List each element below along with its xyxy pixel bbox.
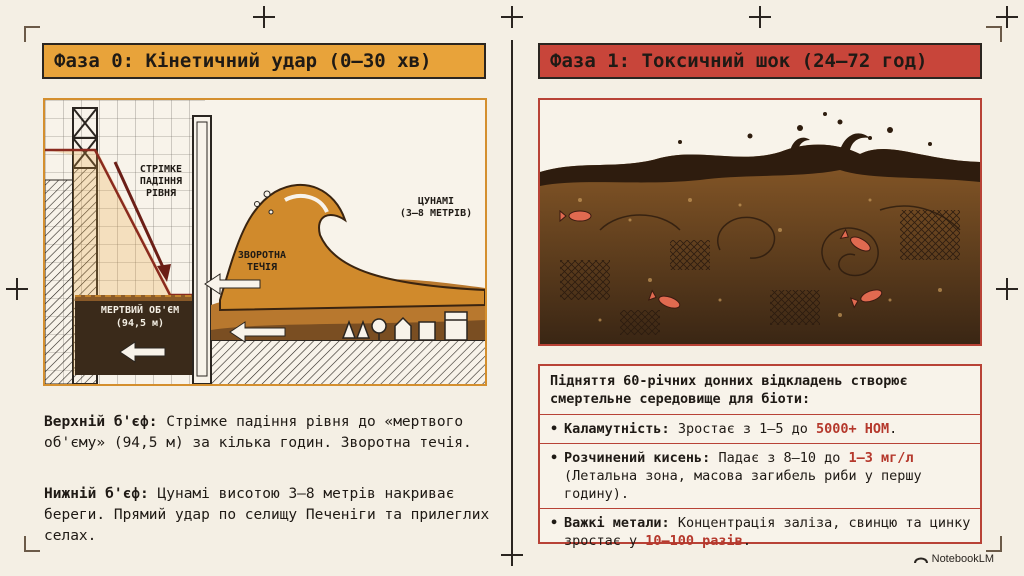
crop-mark (501, 6, 523, 28)
info-row-oxygen (540, 444, 980, 509)
oxygen-tail: (Летальна зона, масова загибель риби у першу годину). (564, 468, 922, 502)
label-tsunami: ЦУНАМІ (3–8 МЕТРІВ) (399, 196, 473, 219)
metals-value: 10–100 разів (645, 533, 743, 549)
oxygen-label: Розчинений кисень: (564, 450, 711, 466)
label-backflow: ЗВОРОТНА ТЕЧІЯ (237, 250, 287, 273)
upper-pool-description (44, 412, 494, 454)
turbidity-value: 5000+ НОМ (815, 421, 890, 437)
bullet: • (550, 450, 559, 466)
crop-mark (6, 278, 28, 300)
phase0-title: Фаза 0: Кінетичний удар (0–30 хв) (42, 43, 486, 79)
label-dead-volume: МЕРТВИЙ ОБ'ЄМ (94,5 м) (100, 305, 180, 329)
phase1-illustration (538, 98, 982, 346)
crop-mark (253, 6, 275, 28)
metals-label: Важкі метали: (564, 515, 670, 531)
crop-mark (749, 6, 771, 28)
crop-mark (996, 278, 1018, 300)
turbidity-tail: . (889, 421, 898, 437)
info-row-metals (540, 509, 980, 555)
metals-text: Концентрація заліза, свинцю та цинку зростає у (564, 515, 971, 549)
bullet: • (550, 515, 559, 531)
crop-mark (996, 6, 1018, 28)
corner-bracket (24, 536, 40, 552)
turbidity-label: Каламутність: (564, 421, 670, 437)
upper-pool-label: Верхній б'єф: (44, 414, 158, 430)
toxic-shock-info-box (538, 364, 982, 549)
info-row-turbidity (540, 415, 980, 444)
info-heading: Підняття 60-річних донних відкладень створює смертельне середовище для біоти: (540, 366, 980, 415)
brand-watermark (914, 553, 994, 565)
brand-name: NotebookLM (931, 553, 994, 565)
bullet: • (550, 421, 559, 437)
lower-pool-text: Цунамі висотою 3–8 метрів накриває береги. Прямий удар по селищу Печеніги та прилеглих селах. (44, 486, 490, 544)
phase1-title: Фаза 1: Токсичний шок (24–72 год) (538, 43, 982, 79)
corner-bracket (986, 536, 1002, 552)
metals-tail: . (742, 533, 751, 549)
notebooklm-logo-icon (914, 554, 928, 564)
lower-pool-label: Нижній б'єф: (44, 486, 149, 502)
center-divider (511, 40, 513, 548)
corner-bracket (986, 26, 1002, 42)
toxic-water-illustration (540, 100, 980, 344)
lower-pool-description (44, 484, 494, 547)
dam-tsunami-illustration (45, 100, 485, 384)
upper-pool-text: Стрімке падіння рівня до «мертвого об'єму» (94,5 м) за кілька годин. Зворотна течія. (44, 414, 472, 451)
corner-bracket (24, 26, 40, 42)
oxygen-text: Падає з 8–10 до (718, 450, 849, 466)
oxygen-value: 1–3 мг/л (848, 450, 914, 466)
label-drop: СТРІМКЕ ПАДІННЯ РІВНЯ (139, 164, 183, 199)
turbidity-text: Зростає з 1–5 до (677, 421, 816, 437)
phase0-diagram (43, 98, 487, 386)
